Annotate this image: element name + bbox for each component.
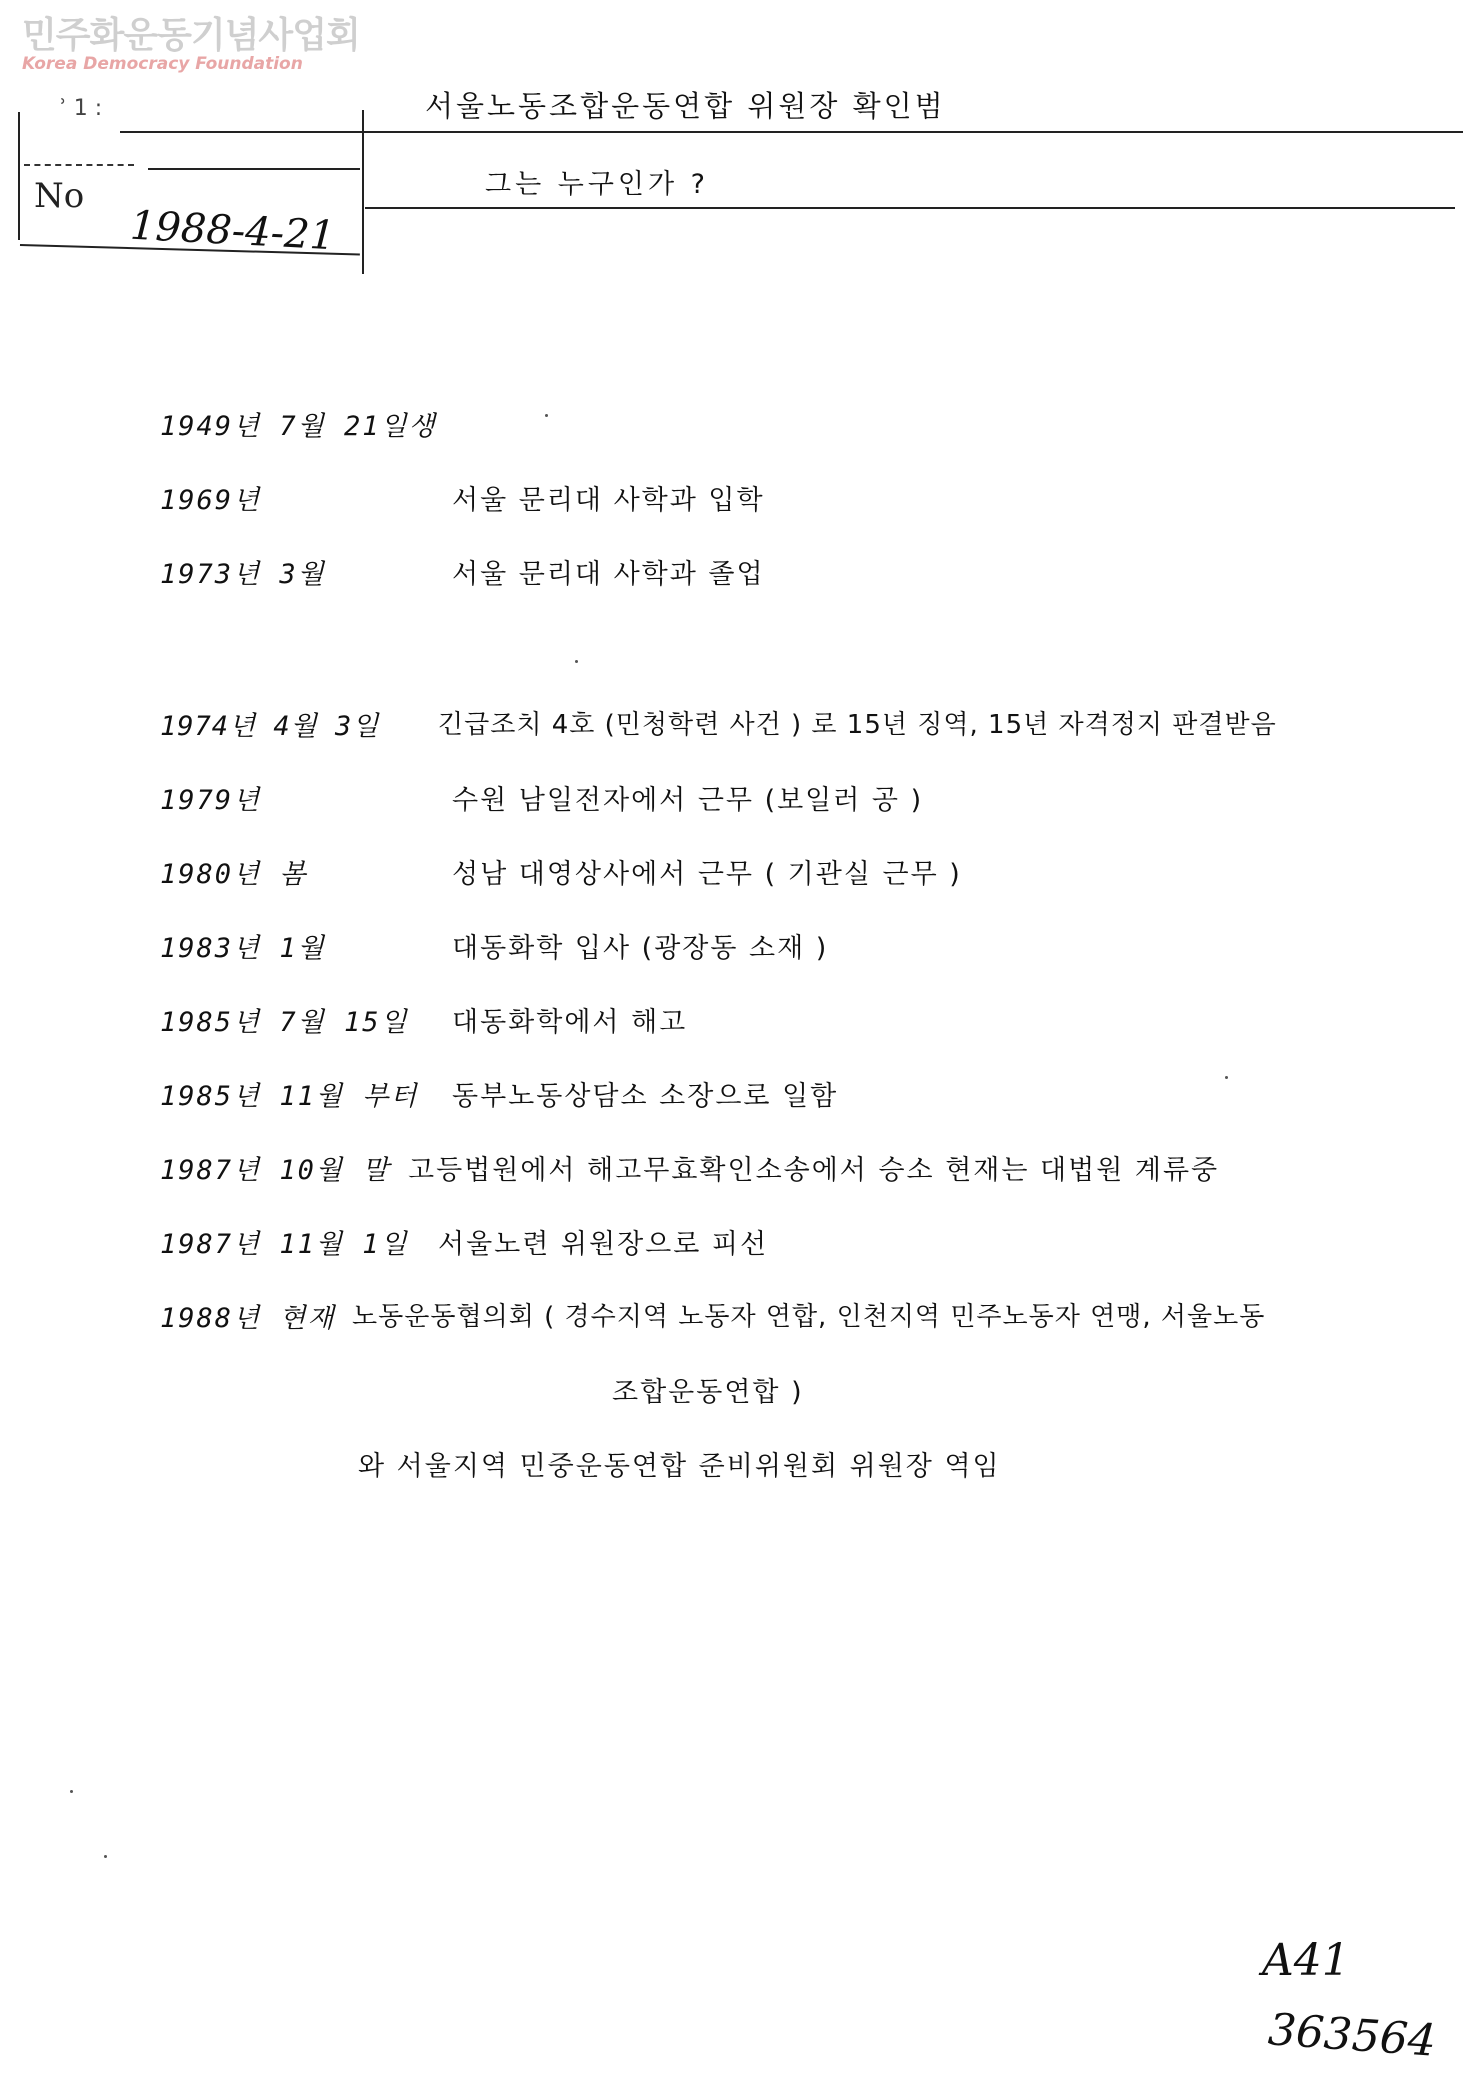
continuation-line-2: 와 서울지역 민중운동연합 준비위원회 위원장 역임	[358, 1451, 1001, 1482]
entry-text: 서울 문리대 사학과 졸업	[452, 559, 765, 590]
timeline-entry	[160, 404, 437, 443]
stamp-left-border	[18, 112, 20, 240]
timeline-entry	[160, 1296, 1266, 1335]
entry-text: 대동화학 입사 (광장동 소재 )	[452, 933, 829, 964]
timeline-entry	[160, 478, 765, 517]
timeline-entry	[160, 852, 962, 891]
entry-date: 1980년 봄	[160, 859, 308, 890]
entry-date: 1987년 11월 1일	[160, 1229, 409, 1260]
continuation-line-1: 조합운동연합 )	[612, 1377, 804, 1408]
entry-date: 1969년	[160, 485, 262, 516]
entry-text: 수원 남일전자에서 근무 (보일러 공 )	[452, 785, 924, 816]
entry-date: 1949년 7월 21일생	[160, 411, 437, 442]
stamp-right-border	[362, 110, 364, 274]
timeline-entry	[160, 778, 924, 817]
entry-date: 1973년 3월	[160, 559, 326, 590]
handwritten-code-line-2: 363564	[1266, 2004, 1438, 2067]
timeline-entry	[160, 704, 1277, 743]
stamp-date: 1988-4-21	[128, 202, 337, 260]
entry-text: 고등법원에서 해고무효확인소송에서 승소 현재는 대법원 계류중	[408, 1155, 1220, 1186]
timeline-entry	[160, 1074, 839, 1113]
entry-text: 성남 대영상사에서 근무 ( 기관실 근무 )	[452, 859, 962, 890]
watermark-english: Korea Democracy Foundation	[22, 54, 303, 74]
scan-speck	[575, 660, 578, 663]
entry-date: 1974년 4월 3일	[160, 711, 380, 742]
stamp-top-text: ʾ 1 :	[60, 96, 103, 121]
document-subtitle: 그는 누구인가 ?	[485, 169, 709, 200]
stamp-dash-1	[24, 164, 134, 166]
watermark-korean: 민주화운동기념사업회	[22, 15, 360, 56]
watermark	[22, 14, 360, 74]
entry-date: 1979년	[160, 785, 262, 816]
scan-speck	[70, 1790, 73, 1793]
scan-speck	[1225, 1076, 1228, 1079]
entry-date: 1985년 11월 부터	[160, 1081, 419, 1112]
entry-text: 대동화학에서 해고	[452, 1007, 688, 1038]
timeline-entry	[160, 1000, 688, 1039]
entry-text: 서울노련 위원장으로 피선	[438, 1229, 769, 1260]
timeline-entry	[160, 552, 765, 591]
document-title: 서울노동조합운동연합 위원장 확인범	[425, 89, 946, 123]
entry-text: 동부노동상담소 소장으로 일함	[452, 1081, 839, 1112]
entry-date: 1987년 10월 말	[160, 1155, 391, 1186]
handwritten-code-line-1: A41	[1262, 1935, 1350, 1986]
entry-text: 긴급조치 4호 (민청학련 사건 ) 로 15년 징역, 15년 자격정지 판결받음	[438, 710, 1277, 740]
header-rule-bottom	[365, 207, 1455, 209]
scan-speck	[104, 1855, 107, 1858]
timeline-entry	[160, 1222, 769, 1261]
timeline-entry	[160, 1148, 1220, 1187]
timeline-entry	[160, 926, 829, 965]
entry-text: 서울 문리대 사학과 입학	[452, 485, 765, 516]
scan-speck	[545, 414, 548, 417]
entry-text: 노동운동협의회 ( 경수지역 노동자 연합, 인천지역 민주노동자 연맹, 서울노동	[352, 1302, 1266, 1332]
stamp-no-label: No	[34, 176, 85, 216]
stamp-rule	[148, 168, 360, 170]
entry-date: 1988년 현재	[160, 1303, 336, 1334]
entry-date: 1985년 7월 15일	[160, 1007, 409, 1038]
header-rule-top	[120, 131, 1463, 133]
entry-date: 1983년 1월	[160, 933, 326, 964]
